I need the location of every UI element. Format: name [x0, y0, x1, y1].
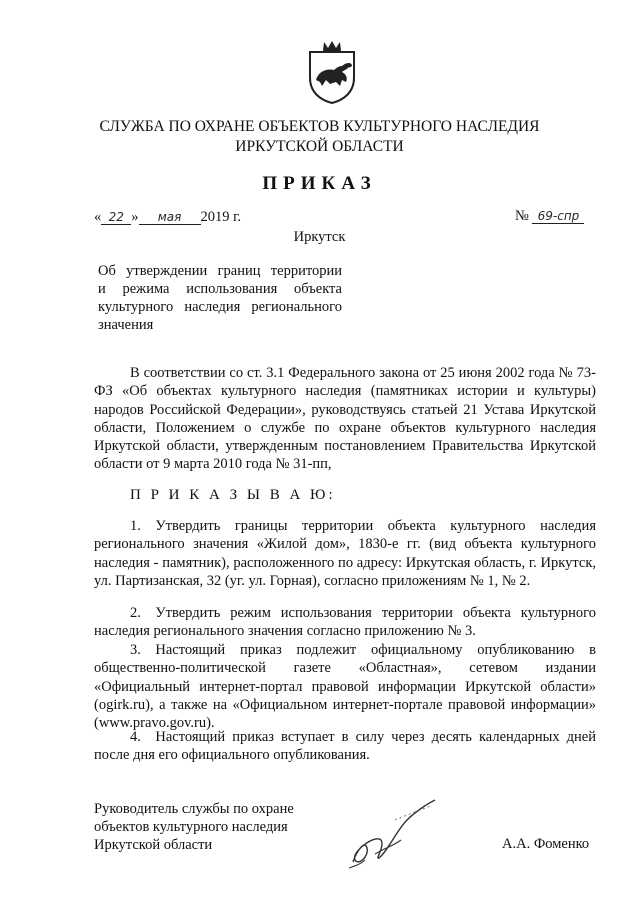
- order-item-1: 1. Утвердить границы территории объекта культурного наследия регионального значения «Жилой дом», 1830-е гг. (вид объекта культурного наследия - памятник), расположенного по адресу: Иркутская область, г. Иркутск, ул. Партизанская, 32 (уг. ул. Горная), согласно приложениям № 1, № 2.: [94, 518, 596, 589]
- date-day: 22: [101, 210, 131, 225]
- city: Иркутск: [293, 229, 346, 245]
- organization-name-line-2: ИРКУТСКОЙ ОБЛАСТИ: [235, 138, 404, 155]
- preamble-paragraph: В соответствии со ст. 3.1 Федерального закона от 25 июня 2002 года № 73-ФЗ «Об объектах культурного наследия (памятниках истории и культуры) народов Российской Федерации», руководствуясь статьей 21 Устава Иркутской области, Положением о службе по охране объектов культурного наследия Иркутской области, утвержденным постановлением Правительства Иркутской области от 9 марта 2010 года № 31-пп,: [94, 365, 596, 473]
- coat-of-arms-icon: [302, 40, 362, 104]
- date-open-quote: «: [94, 209, 102, 225]
- subject-line: Об утверждении границ территории: [98, 263, 342, 279]
- handwritten-signature-icon: [335, 790, 445, 880]
- number-value: 69-спр: [532, 209, 584, 224]
- date-year: 2019 г.: [200, 209, 242, 225]
- document-date: [94, 209, 241, 226]
- organization-name-line-1: СЛУЖБА ПО ОХРАНЕ ОБЪЕКТОВ КУЛЬТУРНОГО НАСЛЕДИЯ: [99, 118, 540, 135]
- document-number: [515, 208, 584, 225]
- document-title: ПРИКАЗ: [262, 173, 377, 194]
- number-prefix: №: [515, 208, 529, 224]
- subject-line: и режима использования объекта: [98, 281, 342, 297]
- signatory-title-line: Руководитель службы по охране: [94, 801, 294, 817]
- signatory-title-line: объектов культурного наследия: [94, 819, 288, 835]
- signatory-title: [94, 800, 294, 854]
- subject-line: культурного наследия регионального: [98, 299, 342, 315]
- date-close-quote: »: [131, 209, 139, 225]
- date-month: мая: [139, 210, 201, 225]
- order-heading: П Р И К А З Ы В А Ю:: [130, 487, 336, 503]
- order-item-3: 3. Настоящий приказ подлежит официальному опубликованию в общественно-политической газете «Областная», сетевом издании «Официальный интернет-портал правовой информации Иркутской области» (ogirk.ru), а также на «Официальном интернет-портале правовой информации» (www.pravo.gov.ru).: [94, 642, 596, 732]
- signatory-title-line: Иркутской области: [94, 837, 213, 853]
- order-item-4: 4. Настоящий приказ вступает в силу через десять календарных дней после дня его официального опубликования.: [94, 729, 596, 764]
- subject-line: значения: [98, 317, 154, 333]
- order-item-2: 2. Утвердить режим использования территории объекта культурного наследия регионального значения согласно приложению № 3.: [94, 605, 596, 640]
- subject-block: [98, 262, 342, 334]
- signatory-name: А.А. Фоменко: [502, 836, 590, 852]
